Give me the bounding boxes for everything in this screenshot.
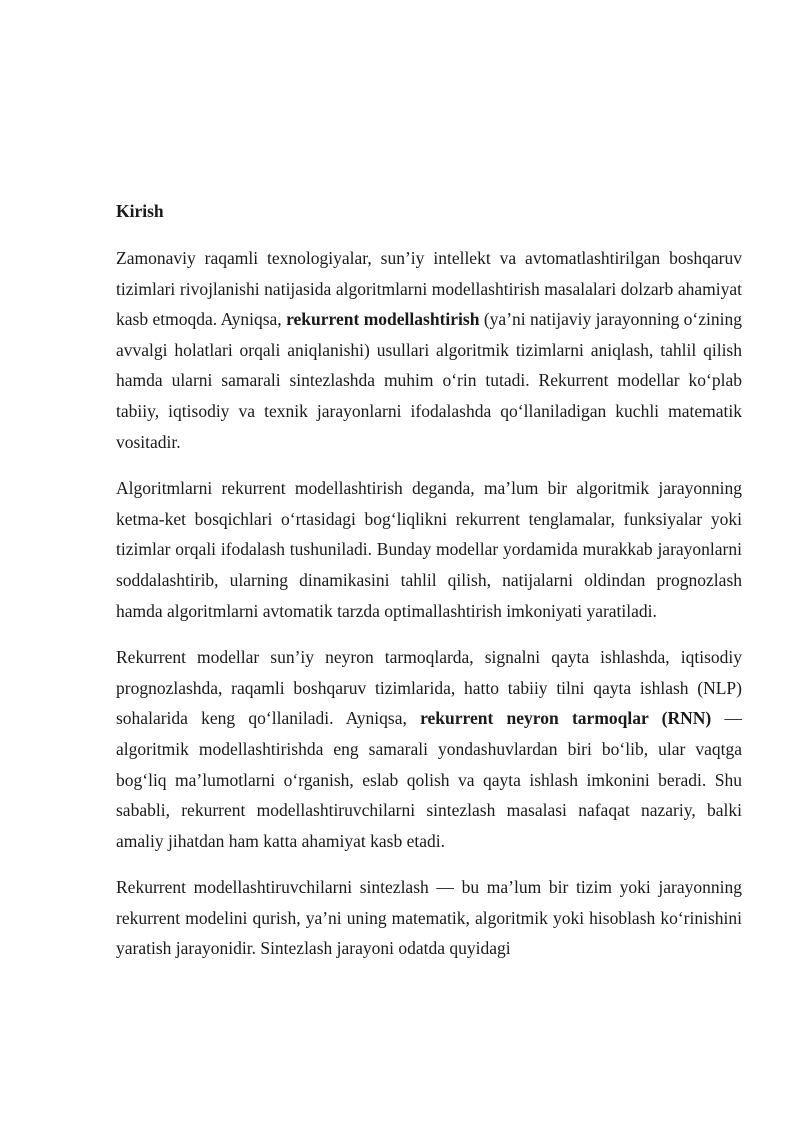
- paragraph-1-bold-term: rekurrent modellashtirish: [286, 309, 480, 330]
- paragraph-3-text-start: Rekurrent modellar sun’iy neyron tarmoqlarda, signalni qayta ishlashda, iqtisodiy prognozlashda, raqamli boshqaruv tizimlarida, hatto tabiiy tilni qayta ishlash (NLP) sohalarida keng qo‘llaniladi. Ayniqsa,: [116, 647, 742, 729]
- paragraph-3-text-end: — algoritmik modellashtirishda eng samarali yondashuvlardan biri bo‘lib, ular vaqtga bog‘liq ma’lumotlarni o‘rganish, eslab qolish va qayta ishlash imkonini beradi. Shu sababli, rekurrent modellashtiruvchilarni sintezlash masalasi nafaqat nazariy, balki amaliy jihatdan ham katta ahamiyat kasb etadi.: [116, 708, 743, 851]
- section-heading: Kirish: [116, 201, 164, 221]
- paragraph-3: [116, 642, 742, 856]
- paragraph-1-text-start: Zamonaviy raqamli texnologiyalar, sun’iy intellekt va avtomatlashtirilgan boshqaruv tizimlari rivojlanishi natijasida algoritmlarni modellashtirish masalalari dolzarb ahamiyat kasb etmoqda. Ayniqsa,: [116, 248, 742, 330]
- paragraph-1: [116, 243, 742, 457]
- paragraph-1-text-end: (ya’ni natijaviy jarayonning o‘zining avvalgi holatlari orqali aniqlanishi) usullari algoritmik tizimlarni aniqlash, tahlil qilish hamda ularni samarali sintezlashda muhim o‘rin tutadi. Rekurrent modellar ko‘plab tabiiy, iqtisodiy va texnik jarayonlarni ifodalashda qo‘llaniladigan kuchli matematik vositadir.: [116, 309, 743, 452]
- paragraph-4: Rekurrent modellashtiruvchilarni sintezlash — bu ma’lum bir tizim yoki jarayonning rekurrent modelini qurish, ya’ni uning matematik, algoritmik yoki hisoblash ko‘rinishini yaratish jarayonidir. Sintezlash jarayoni odatda quyidagi: [116, 877, 742, 959]
- paragraph-2: Algoritmlarni rekurrent modellashtirish deganda, ma’lum bir algoritmik jarayonning ketma-ket bosqichlari o‘rtasidagi bog‘liqlikni rekurrent tenglamalar, funksiyalar yoki tizimlar orqali ifodalash tushuniladi. Bunday modellar yordamida murakkab jarayonlarni soddalashtirib, ularning dinamikasini tahlil qilish, natijalarni oldindan prognozlash hamda algoritmlarni avtomatik tarzda optimallashtirish imkoniyati yaratiladi.: [116, 478, 742, 621]
- paragraph-3-bold-term: rekurrent neyron tarmoqlar (RNN): [420, 708, 712, 729]
- document-page: [116, 196, 742, 980]
